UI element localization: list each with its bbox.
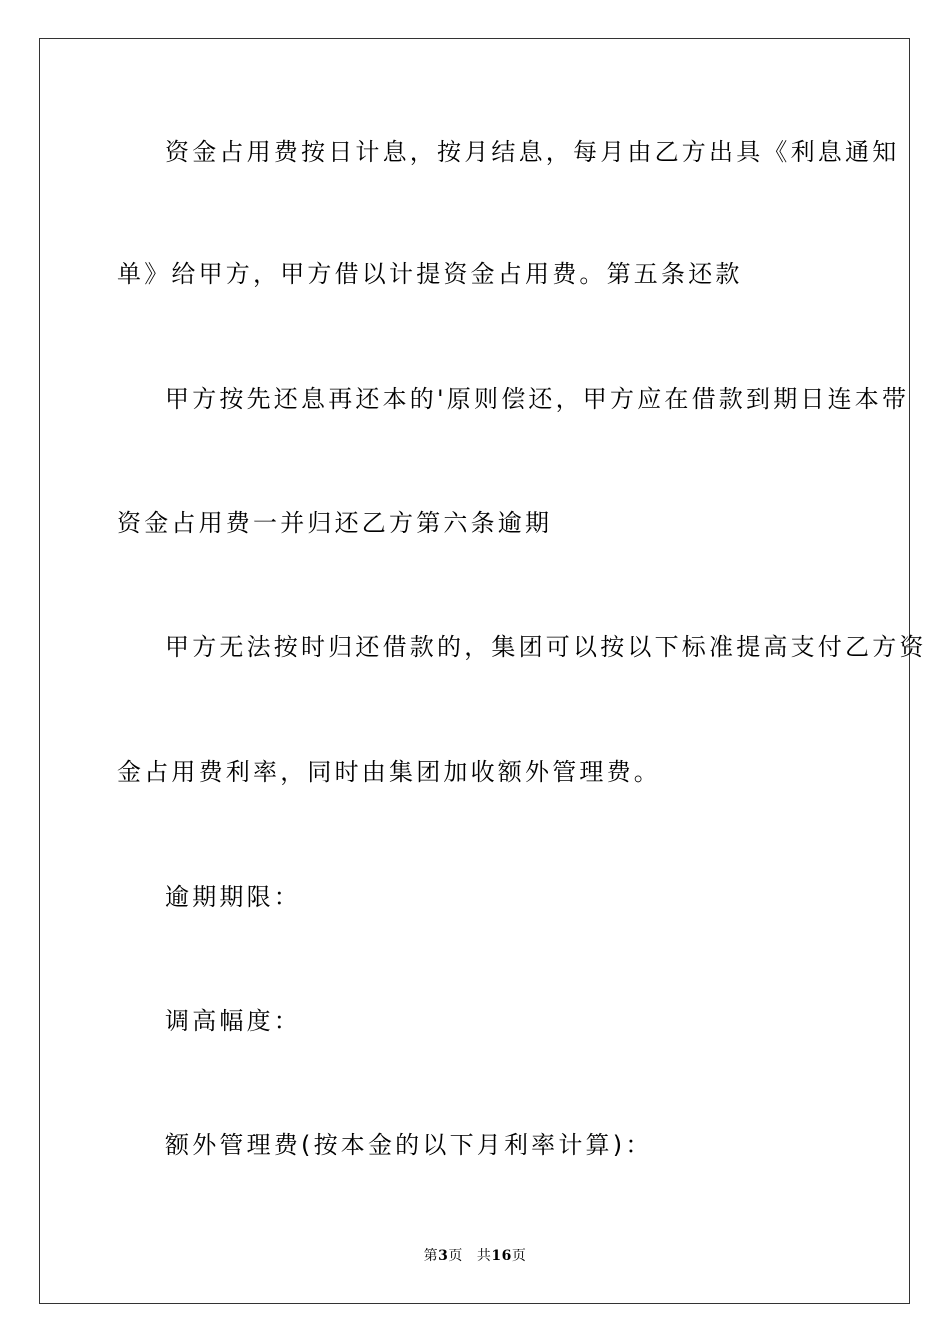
footer-total-pages: 16 (491, 1248, 512, 1264)
footer-page-suffix: 页 (448, 1248, 463, 1264)
footer-page-number: 3 (438, 1248, 449, 1264)
paragraph-line-4: 资金占用费一并归还乙方第六条逾期 (117, 509, 553, 537)
overdue-period-label: 逾期期限： (165, 883, 301, 911)
paragraph-line-1: 资金占用费按日计息，按月结息，每月由乙方出具《利息通知 (165, 138, 900, 166)
paragraph-line-3: 甲方按先还息再还本的'原则偿还，甲方应在借款到期日连本带 (165, 385, 910, 413)
rate-adjustment-label: 调高幅度： (165, 1007, 301, 1035)
footer-total-suffix: 页 (511, 1248, 527, 1264)
extra-management-fee-label: 额外管理费(按本金的以下月利率计算)： (165, 1131, 653, 1159)
footer-page-prefix: 第 (423, 1248, 439, 1264)
paragraph-line-5: 甲方无法按时归还借款的，集团可以按以下标准提高支付乙方资 (165, 633, 927, 661)
paragraph-line-2: 单》给甲方，甲方借以计提资金占用费。第五条还款 (117, 260, 743, 288)
page-footer (0, 1247, 950, 1265)
footer-total-prefix: 共 (476, 1248, 492, 1264)
page-frame (39, 38, 910, 1304)
paragraph-line-6: 金占用费利率，同时由集团加收额外管理费。 (117, 758, 661, 786)
